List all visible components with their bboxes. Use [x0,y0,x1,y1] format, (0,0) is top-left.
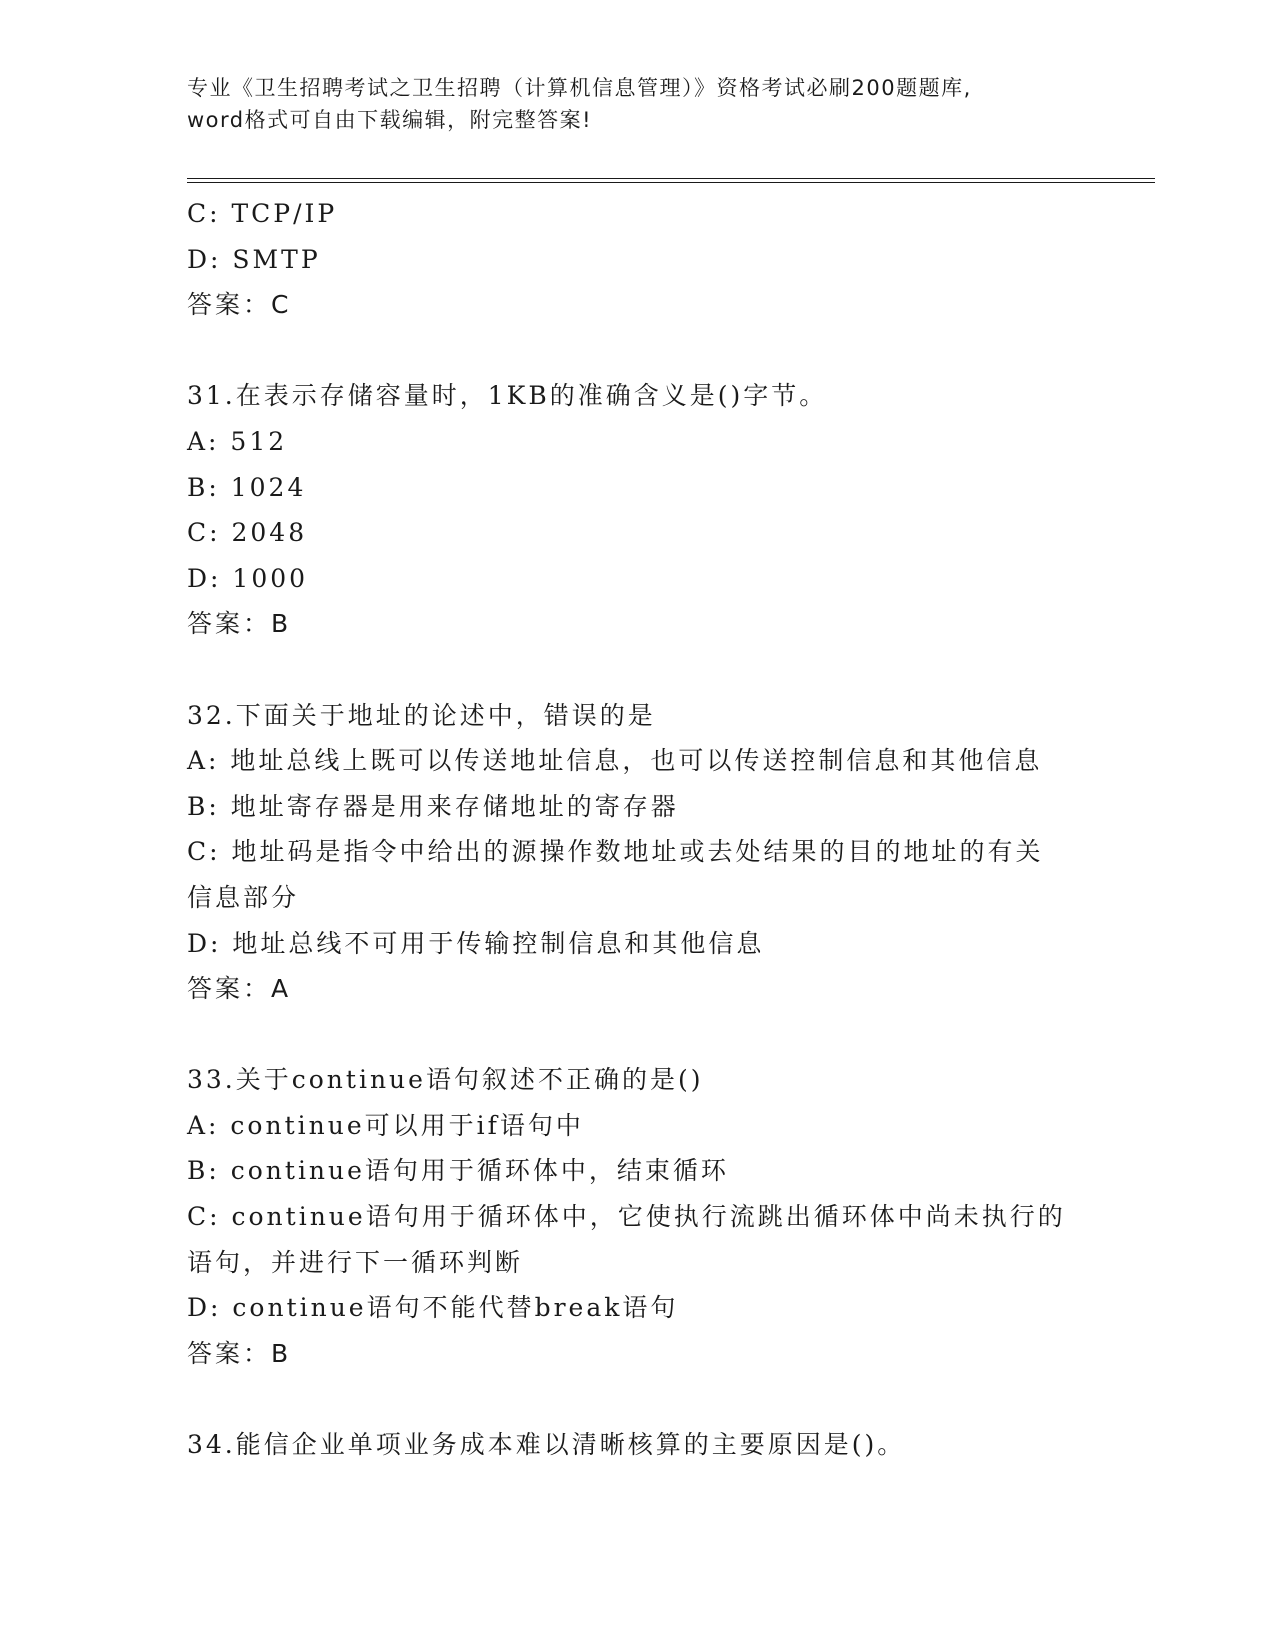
option-b: B: 1024 [187,472,307,502]
option-d: D: continue语句不能代替break语句 [187,1293,679,1323]
question-text: 32.下面关于地址的论述中，错误的是 [187,700,656,730]
answer-label: 答案：C [187,290,292,320]
option-b: B: continue语句用于循环体中，结束循环 [187,1156,729,1186]
spacer [187,328,1087,374]
answer-label: 答案：A [187,974,292,1004]
question-list [187,191,1087,1468]
option-b: B: 地址寄存器是用来存储地址的寄存器 [187,791,679,821]
answer-label: 答案：B [187,609,292,639]
spacer [187,647,1087,693]
option-d: D: 地址总线不可用于传输控制信息和其他信息 [187,928,765,958]
header-title-line-2: word格式可自由下载编辑，附完整答案! [187,108,593,132]
question-30-block [187,191,1087,328]
option-a: A: continue可以用于if语句中 [187,1110,584,1140]
option-c: C: 地址码是指令中给出的源操作数地址或去处结果的目的地址的有关 [187,837,1044,867]
answer-label: 答案：B [187,1338,292,1368]
header-title-line-1: 专业《卫生招聘考试之卫生招聘（计算机信息管理）》资格考试必刷200题题库, [187,76,972,100]
question-32-block [187,693,1087,1012]
option-c: C: TCP/IP [187,199,338,228]
option-d: D: 1000 [187,563,309,593]
question-text: 31.在表示存储容量时，1KB的准确含义是()字节。 [187,381,828,411]
question-33-block [187,1057,1087,1376]
option-d: D: SMTP [187,244,321,274]
header-divider [187,178,1155,183]
option-c: C: continue语句用于循环体中，它使执行流跳出循环体中尚未执行的 [187,1202,1066,1232]
question-34-block [187,1422,1087,1468]
question-text: 33.关于continue语句叙述不正确的是() [187,1065,704,1095]
option-c-continuation: 信息部分 [187,882,300,912]
option-a: A: 地址总线上既可以传送地址信息，也可以传送控制信息和其他信息 [187,746,1043,776]
spacer [187,1376,1087,1422]
page-header [187,72,1087,136]
question-31-block [187,373,1087,647]
question-text: 34.能信企业单项业务成本难以清晰核算的主要原因是()。 [187,1430,906,1460]
option-a: A: 512 [187,426,288,456]
option-c-continuation: 语句，并进行下一循环判断 [187,1247,524,1277]
option-c: C: 2048 [187,518,308,548]
spacer [187,1012,1087,1058]
